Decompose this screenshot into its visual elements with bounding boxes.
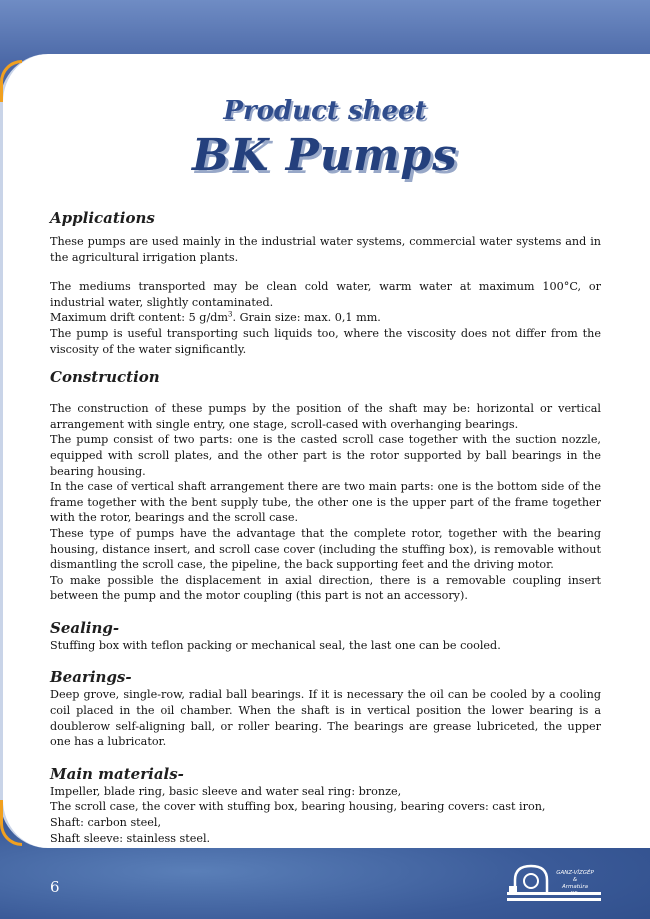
list-item: Shaft: carbon steel, bbox=[50, 816, 162, 830]
section-heading-sealing: Sealing- bbox=[50, 618, 120, 637]
superscript: 3 bbox=[228, 310, 233, 319]
paragraph: These pumps are used mainly in the industrial water systems, commercial water systems and in the agricultural irrigation plants. bbox=[50, 235, 601, 264]
logo-text-line: & bbox=[572, 877, 578, 883]
document-body bbox=[50, 208, 601, 846]
page-number: 6 bbox=[50, 878, 60, 896]
paragraph: The pump consist of two parts: one is the casted scroll case together with the suction nozzle, equipped with scroll plates, and the other part is the rotor supported by ball bearings in the bearing housing. bbox=[50, 433, 601, 478]
paragraph bbox=[50, 310, 601, 326]
paragraph: Deep grove, single-row, radial ball bearings. If it is necessary the oil can be cooled by a cooling coil placed in the oil chamber. When the shaft is in vertical position the lower bearing is a doublerow self-aligning ball, or roller bearing. The bearings are grease lubriceted, the upper one has a lubricator. bbox=[50, 688, 601, 749]
section-heading-applications: Applications bbox=[50, 209, 155, 227]
logo-text-line: Armatúra bbox=[561, 884, 589, 890]
paragraph: The pump is useful transporting such liquids too, where the viscosity does not differ from the viscosity of the water significantly. bbox=[50, 326, 601, 356]
paragraph: These type of pumps have the advantage that the complete rotor, together with the bearing housing, distance insert, and scroll case cover (including the stuffing box), is removable without dismantling the scroll case, the pipeline, the back supporting feet and the driving motor. bbox=[50, 526, 601, 572]
list-item: Shaft sleeve: stainless steel. bbox=[50, 831, 211, 845]
section-heading-materials: Main materials- bbox=[50, 764, 184, 783]
section-heading-construction: Construction bbox=[50, 368, 160, 387]
paragraph: To make possible the displacement in axial direction, there is a removable coupling insert between the pump and the motor coupling (this part is not an accessory). bbox=[50, 573, 601, 603]
logo-text bbox=[550, 870, 600, 898]
list-item: The scroll case, the cover with stuffing box, bearing housing, bearing covers: cast iron, bbox=[50, 800, 546, 814]
paragraph: The construction of these pumps by the position of the shaft may be: horizontal or vertical arrangement with single entry, one stage, scroll-cased with overhanging bearings. bbox=[50, 402, 601, 431]
logo-text-line: GANZ-VÍZGÉP bbox=[556, 870, 594, 876]
grain-text: . Grain size: max. 0,1 mm. bbox=[232, 311, 381, 325]
paragraph: Stuffing box with teflon packing or mechanical seal, the last one can be cooled. bbox=[50, 638, 501, 652]
list-item: Impeller, blade ring, basic sleeve and water seal ring: bronze, bbox=[50, 784, 402, 798]
section-heading-bearings: Bearings- bbox=[50, 668, 132, 687]
paragraph: The mediums transported may be clean cold water, warm water at maximum 100°C, or industrial water, slightly contaminated. bbox=[50, 280, 601, 309]
paragraph: In the case of vertical shaft arrangement there are two main parts: one is the bottom side of the frame together with the bent supply tube, the other one is the upper part of the frame together with the rotor, bearings and the scroll case. bbox=[50, 480, 601, 525]
page-title-line1: Product sheet bbox=[223, 96, 427, 126]
drift-text: Maximum drift content: 5 g/dm bbox=[50, 311, 228, 325]
page-title-line2: BK Pumps bbox=[192, 130, 458, 181]
logo-text-line: Kft. bbox=[570, 891, 580, 897]
